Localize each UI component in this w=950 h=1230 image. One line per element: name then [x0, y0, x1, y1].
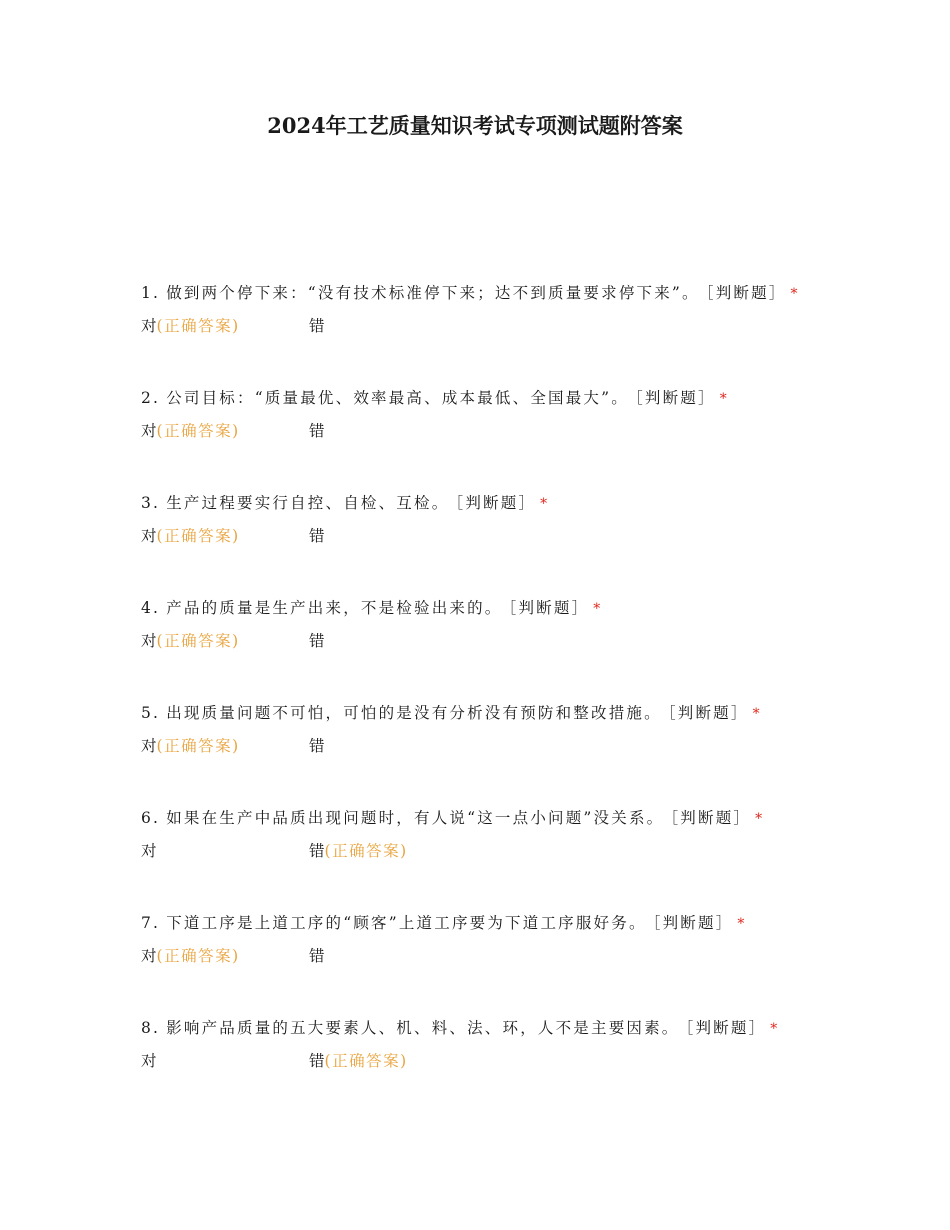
question-body: 影响产品质量的五大要素人、机、料、法、环，人不是主要因素。 [166, 1019, 680, 1037]
option-true-label: 对 [141, 317, 157, 335]
question-body: 产品的质量是生产出来，不是检验出来的。 [166, 599, 503, 617]
question-item [141, 493, 811, 598]
correct-answer-tag: (正确答案) [156, 737, 240, 755]
question-body: 生产过程要实行自控、自检、互检。 [166, 494, 450, 512]
option-false[interactable] [309, 630, 325, 652]
option-true-label: 对 [141, 632, 157, 650]
question-type: ［判断题］ [705, 284, 787, 302]
correct-answer-tag: (正确答案) [324, 842, 408, 860]
question-number: 5. [141, 704, 161, 722]
question-item [141, 283, 811, 388]
question-body: 做到两个停下来：“没有技术标准停下来；达不到质量要求停下来”。 [166, 284, 700, 302]
question-number: 4. [141, 599, 161, 617]
required-mark: * [755, 811, 763, 827]
question-number: 8. [141, 1019, 161, 1037]
correct-answer-tag: (正确答案) [156, 632, 240, 650]
option-true[interactable] [141, 840, 157, 862]
option-true[interactable] [141, 1050, 157, 1072]
question-item [141, 598, 811, 703]
answer-options [141, 735, 811, 757]
option-false[interactable] [309, 735, 325, 757]
option-false[interactable] [309, 840, 408, 862]
answer-options [141, 840, 811, 862]
question-list [141, 283, 811, 1123]
option-false-label: 错 [309, 842, 325, 860]
answer-options [141, 525, 811, 547]
correct-answer-tag: (正确答案) [156, 317, 240, 335]
option-true[interactable] [141, 315, 240, 337]
answer-options [141, 630, 811, 652]
question-text [141, 493, 811, 515]
option-false[interactable] [309, 315, 325, 337]
question-text [141, 808, 811, 830]
question-text [141, 913, 811, 935]
correct-answer-tag: (正确答案) [156, 527, 240, 545]
question-type: ［判断题］ [652, 914, 734, 932]
answer-options [141, 315, 811, 337]
option-true-label: 对 [141, 422, 157, 440]
question-item [141, 808, 811, 913]
question-item [141, 388, 811, 493]
option-false-label: 错 [309, 737, 325, 755]
option-false-label: 错 [309, 1052, 325, 1070]
option-true[interactable] [141, 420, 240, 442]
document-title: 2024年工艺质量知识考试专项测试题附答案 [267, 113, 683, 138]
option-false[interactable] [309, 525, 325, 547]
question-text [141, 598, 811, 620]
question-type: ［判断题］ [455, 494, 537, 512]
question-body: 如果在生产中品质出现问题时，有人说“这一点小问题”没关系。 [166, 809, 665, 827]
option-true-label: 对 [141, 947, 157, 965]
option-false[interactable] [309, 420, 325, 442]
option-true-label: 对 [141, 842, 157, 860]
question-body: 出现质量问题不可怕，可怕的是没有分析没有预防和整改措施。 [166, 704, 662, 722]
question-number: 6. [141, 809, 161, 827]
question-number: 2. [141, 389, 161, 407]
answer-options [141, 420, 811, 442]
correct-answer-tag: (正确答案) [156, 422, 240, 440]
option-true-label: 对 [141, 1052, 157, 1070]
question-number: 7. [141, 914, 161, 932]
question-text [141, 283, 811, 305]
option-false-label: 错 [309, 317, 325, 335]
correct-answer-tag: (正确答案) [156, 947, 240, 965]
required-mark: * [770, 1021, 778, 1037]
answer-options [141, 1050, 811, 1072]
question-text [141, 703, 811, 725]
option-true[interactable] [141, 525, 240, 547]
question-text [141, 388, 811, 410]
question-type: ［判断题］ [685, 1019, 767, 1037]
required-mark: * [540, 496, 548, 512]
required-mark: * [752, 706, 760, 722]
question-text [141, 1018, 811, 1040]
option-false-label: 错 [309, 422, 325, 440]
correct-answer-tag: (正确答案) [324, 1052, 408, 1070]
question-item [141, 913, 811, 1018]
question-item [141, 703, 811, 808]
option-false-label: 错 [309, 527, 325, 545]
question-number: 3. [141, 494, 161, 512]
question-type: ［判断题］ [634, 389, 716, 407]
required-mark: * [593, 601, 601, 617]
required-mark: * [737, 916, 745, 932]
option-true-label: 对 [141, 527, 157, 545]
question-body: 下道工序是上道工序的“顾客”上道工序要为下道工序服好务。 [166, 914, 647, 932]
question-type: ［判断题］ [667, 704, 749, 722]
question-body: 公司目标：“质量最优、效率最高、成本最低、全国最大”。 [166, 389, 629, 407]
option-false[interactable] [309, 1050, 408, 1072]
question-item [141, 1018, 811, 1123]
question-type: ［判断题］ [670, 809, 752, 827]
option-true[interactable] [141, 630, 240, 652]
option-true[interactable] [141, 735, 240, 757]
option-false-label: 错 [309, 947, 325, 965]
answer-options [141, 945, 811, 967]
question-type: ［判断题］ [508, 599, 590, 617]
option-true-label: 对 [141, 737, 157, 755]
required-mark: * [719, 391, 727, 407]
option-false[interactable] [309, 945, 325, 967]
option-false-label: 错 [309, 632, 325, 650]
question-number: 1. [141, 284, 161, 302]
required-mark: * [790, 286, 798, 302]
option-true[interactable] [141, 945, 240, 967]
